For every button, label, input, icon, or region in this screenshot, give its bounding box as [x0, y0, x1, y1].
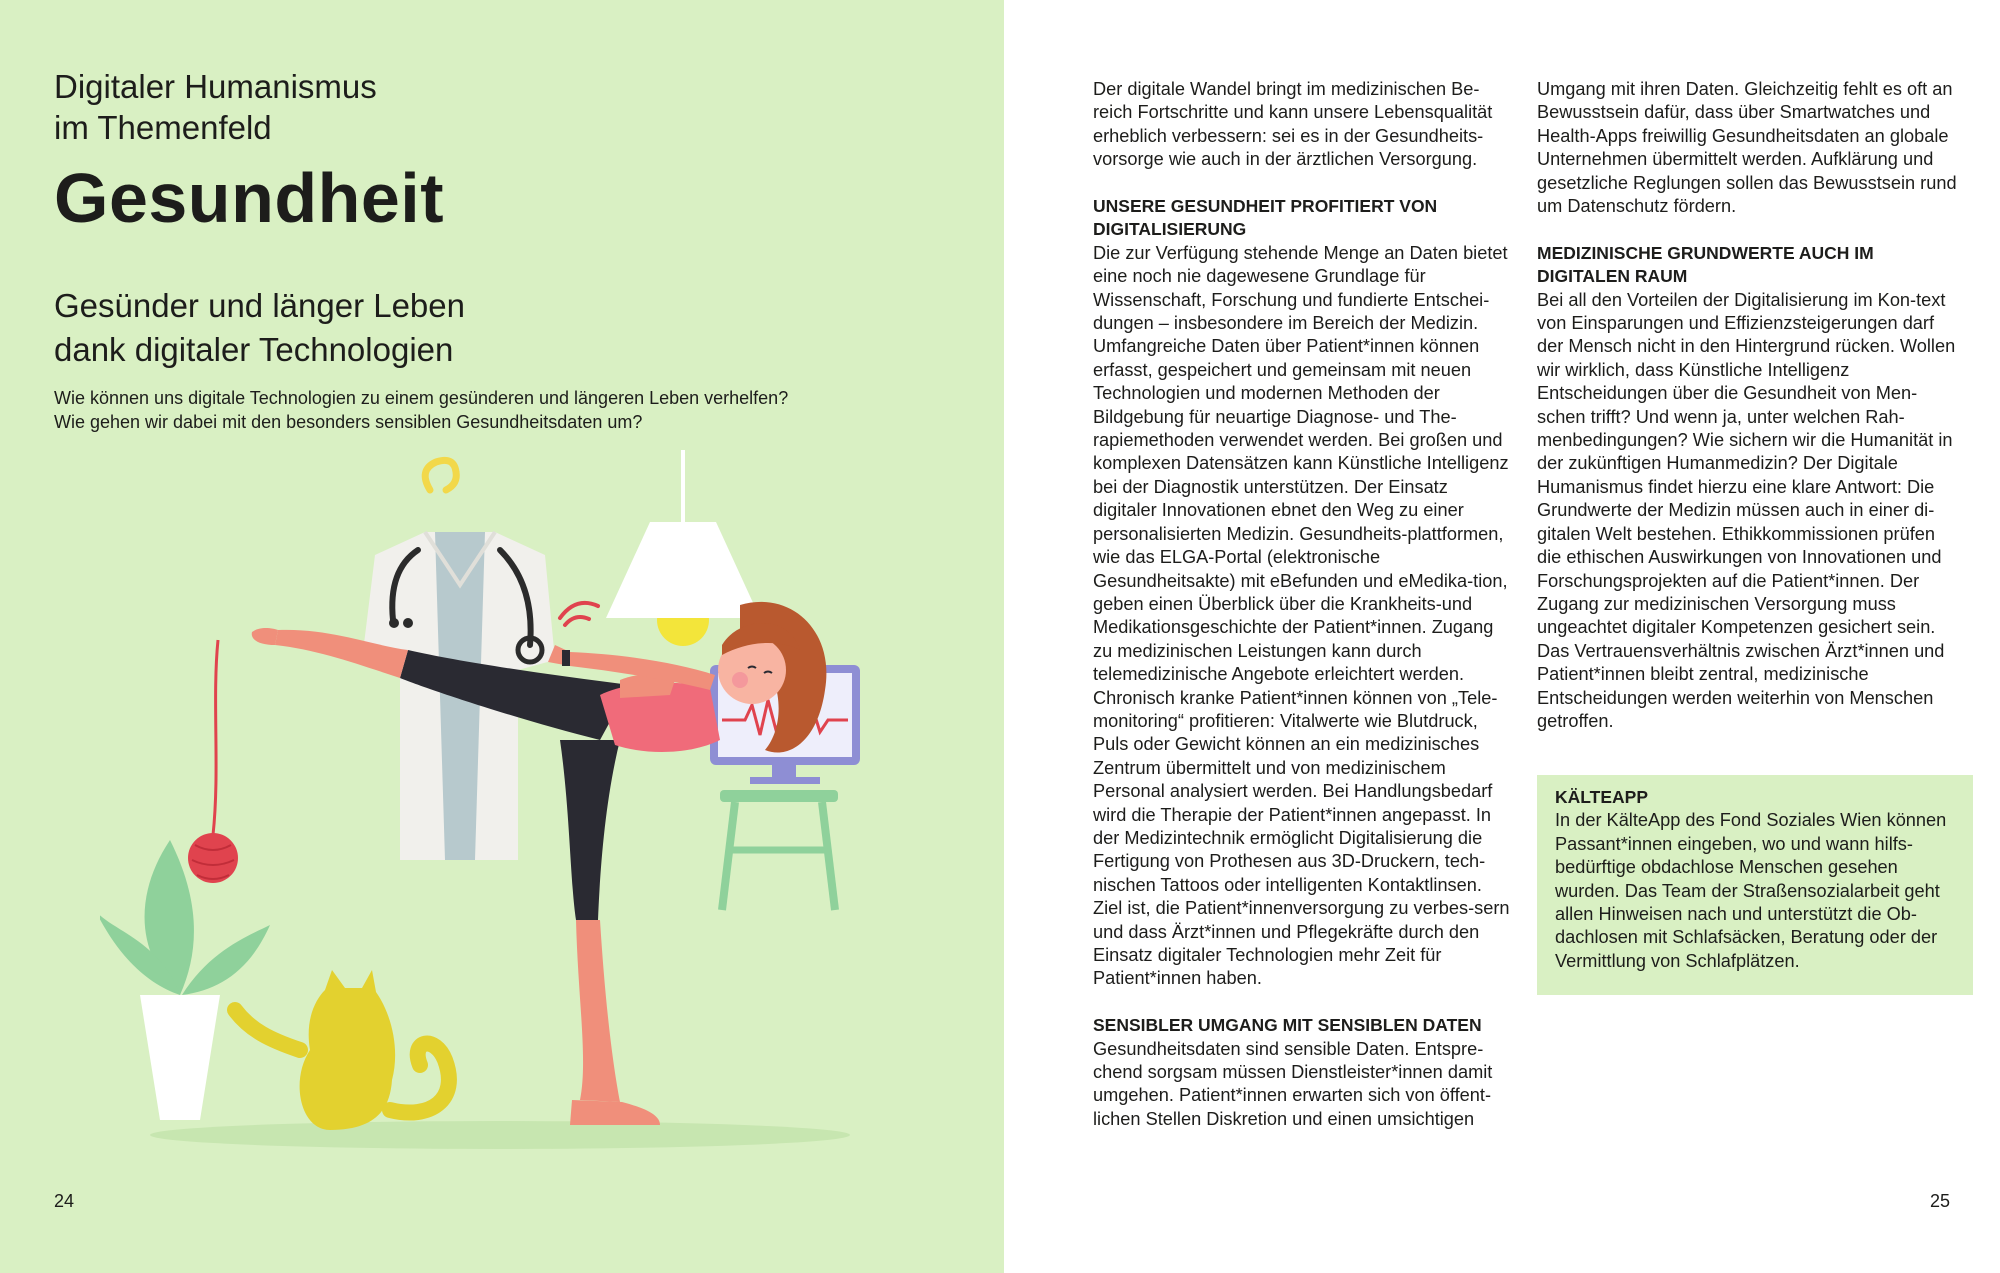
- floor-shadow: [150, 1121, 850, 1149]
- section-heading-digitalisierung: UNSERE GESUNDHEIT PROFITIERT VON DIGITALISIERUNG: [1093, 196, 1438, 240]
- info-box-kaelteapp: [1537, 775, 1973, 995]
- intro-text: Wie können uns digitale Technologien zu einem gesünderen und längeren Leben verhelfen? Wie gehen wir dabei mit den besonders sensiblen Gesundheitsdaten um?: [54, 388, 789, 432]
- intro-paragraph: Der digitale Wandel bringt im medizinischen Be-reich Fortschritte und kann unsere Lebensqualität erheblich verbessern: sei es in der Gesundheits-vorsorge wie auch in der ärztlichen Versorgung.: [1093, 79, 1493, 170]
- info-box-body: In der KälteApp des Fond Soziales Wien können Passant*innen eingeben, wo und wann hilfs-bedürftige obdachlose Menschen gesehen wurden. Das Team der Straßensozialarbeit geht allen Hinweisen nach und unterstützt die Ob-dachlosen mit Schlafsäcken, Beratung oder der Vermittlung von Schlafplätzen.: [1555, 810, 1947, 971]
- section-body-grundwerte: Bei all den Vorteilen der Digitalisierung im Kon-text von Einsparungen und Effizienzsteigerungen darf der Mensch nicht in den Hintergrund rücken. Wollen wir wirklich, dass Künstliche Intelligenz Entscheidungen über die Gesundheit von Men-schen trifft? Und wenn ja, unter welchen Rah-menbedingungen? Wie sichern wir die Humanität in der zukünftigen Humanmedizin? Der Digitale Humanismus findet hierzu eine klare Antwort: Die Grundwerte der Medizin müssen auch in einer di-gitalen Welt bestehen. Ethikkommissionen prüfen die ethischen Auswirkungen von Innovationen und Forschungsprojekten auf die Patient*innen. Der Zugang zur medizinischen Versorgung muss ungeachtet digitaler Kompetenzen gesichert sein. Das Vertrauensverhältnis zwischen Ärzt*innen und Patient*innen bleibt zentral, medizinische Entscheidungen werden weiterhin von Menschen getroffen.: [1537, 289, 1956, 731]
- text-column-1: [1093, 78, 1513, 1131]
- section-body-sensible-daten: Gesundheitsdaten sind sensible Daten. Entspre-chend sorgsam müssen Dienstleister*innen damit umgehen. Patient*innen erwarten sich von öffent-lichen Stellen Diskretion und einen umsichtigen: [1093, 1038, 1493, 1129]
- yarn-ball-icon: [188, 640, 238, 883]
- section-heading-sensible-daten: SENSIBLER UMGANG MIT SENSIBLEN DATEN: [1093, 1015, 1482, 1036]
- text-column-2: [1537, 78, 1957, 733]
- section-heading-grundwerte: MEDIZINISCHE GRUNDWERTE AUCH IM DIGITALEN RAUM: [1537, 242, 1874, 287]
- lamp-icon: [606, 450, 760, 646]
- page-number-right: 25: [1930, 1191, 1951, 1211]
- subtitle: Gesünder und länger Leben dank digitaler Technologien: [54, 287, 465, 368]
- page-number-left: 24: [54, 1191, 75, 1211]
- stool-icon: [720, 790, 838, 910]
- cat-icon: [235, 970, 449, 1130]
- health-illustration: [100, 440, 960, 1160]
- section-body-digitalisierung: Die zur Verfügung stehende Menge an Daten bietet eine noch nie dagewesene Grundlage für Wissenschaft, Forschung und fundierte Entschei-dungen – insbesondere im Bereich der Medizin. Umfangreiche Daten über Patient*innen können erfasst, gespeichert und gemeinsam mit neuen Technologien und modernen Methoden der Bildgebung für neuartige Diagnose- und The-rapiemethoden verwendet werden. Bei großen und komplexen Datensätzen kann Künstliche Intelligenz bei der Diagnostik unterstützen. Der Einsatz digitaler Innovationen ebnet den Weg zu einer personalisierten Medizin. Gesundheits-plattformen, wie das ELGA-Portal (elektronische Gesundheitsakte) mit eBefunden und eMedika-tion, geben einen Überblick über die Krankheits-und Medikationsgeschichte der Patient*innen. Zugang zu medizinischen Leistungen kann durch telemedizinische Angebote erleichtert werden. Chronisch kranke Patient*innen können von „Tele-monitoring“ profitieren: Vitalwerte wie Blutdruck, Puls oder Gewicht können an ein medizinisches Zentrum übermittelt und von medizinischem Personal analysiert werden. Bei Handlungsbedarf wird die Therapie der Patient*innen angepasst. In der Medizintechnik ermöglicht Digitalisierung die Fertigung von Prothesen aus 3D-Druckern, tech-nischen Tattoos oder intelligenten Kontaktlinsen. Ziel ist, die Patient*innenversorgung zu verbes-sern und dass Ärzt*innen und Pflegekräfte durch den Einsatz digitaler Technologien mehr Zeit für Patient*innen haben.: [1093, 242, 1510, 989]
- page-title: Gesundheit: [54, 159, 445, 237]
- section-body-sensible-daten-continued: Umgang mit ihren Daten. Gleichzeitig fehlt es oft an Bewusstsein dafür, dass über Smartwatches und Health-Apps freiwillig Gesundheitsdaten an globale Unternehmen übermittelt werden. Aufklärung und gesetzliche Reglungen sollen das Bewusstsein rund um Datenschutz fördern.: [1537, 79, 1957, 217]
- kicker-heading: Digitaler Humanismus im Themenfeld: [54, 68, 377, 146]
- info-box-heading: KÄLTEAPP: [1555, 787, 1649, 807]
- plant-icon: [100, 840, 270, 1120]
